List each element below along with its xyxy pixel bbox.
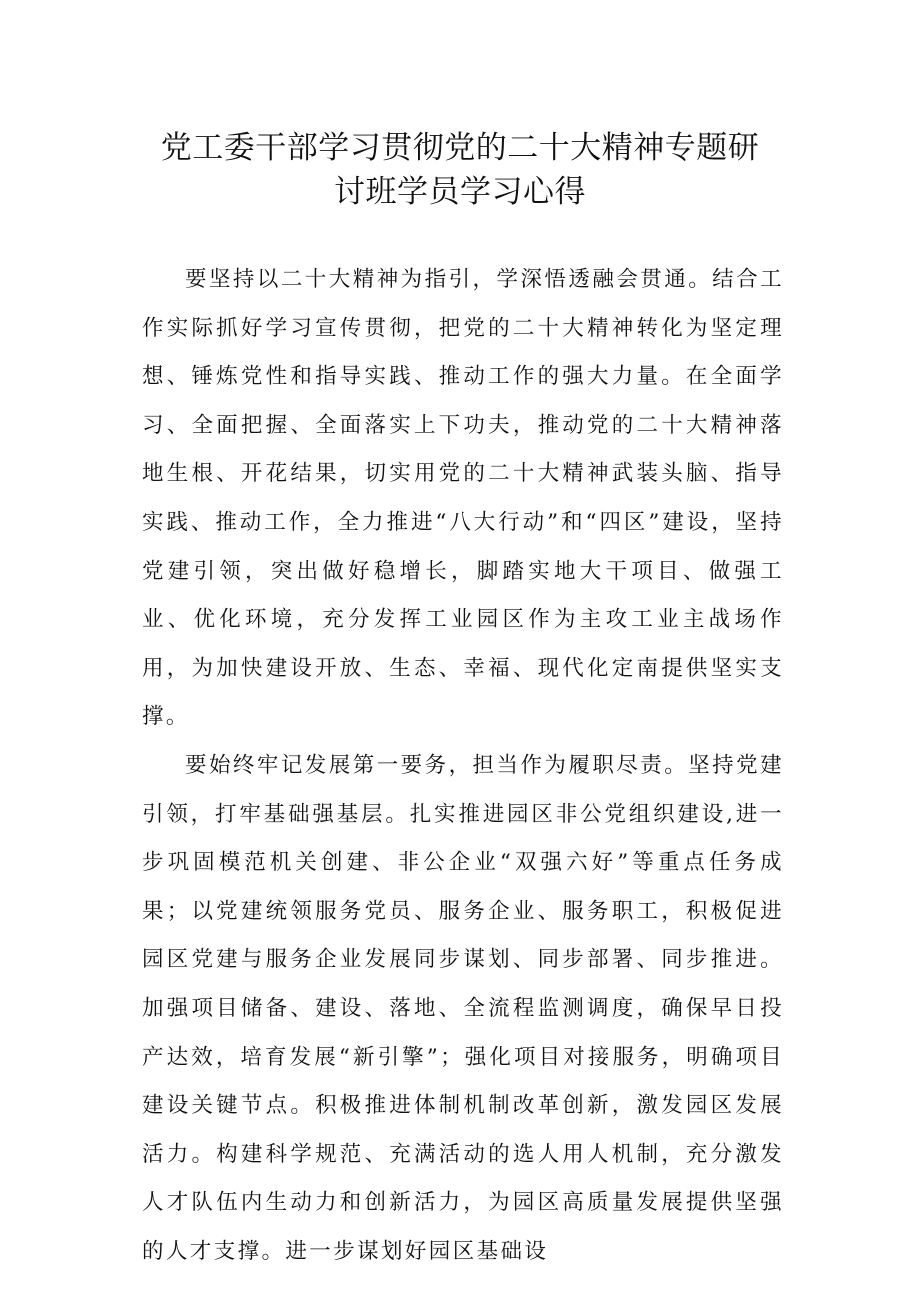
paragraph-1: 要坚持以二十大精神为指引，学深悟透融会贯通。结合工作实际抓好学习宣传贯彻，把党的二十大精神转化为坚定理想、锤炼党性和指导实践、推动工作的强大力量。在全面学习、全面把握、全面落实上下功夫，推动党的二十大精神落地生根、开花结果，切实用党的二十大精神武装头脑、指导实践、推动工作，全力推进“八大行动”和“四区”建设，坚持党建引领，突出做好稳增长，脚踏实地大干项目、做强工业、优化环境，充分发挥工业园区作为主攻工业主战场作用，为加快建设开放、生态、幸福、现代化定南提供坚实支撑。 bbox=[142, 267, 784, 730]
paragraph-2: 要始终牢记发展第一要务，担当作为履职尽责。坚持党建引领，打牢基础强基层。扎实推进园区非公党组织建设,进一步巩固模范机关创建、非公企业“双强六好”等重点任务成果；以党建统领服务党员、服务企业、服务职工，积极促进园区党建与服务企业发展同步谋划、同步部署、同步推进。加强项目储备、建设、落地、全流程监测调度，确保早日投产达效，培育发展“新引擎”；强化项目对接服务，明确项目建设关键节点。积极推进体制机制改革创新，激发园区发展活力。构建科学规范、充满活动的选人用人机制，充分激发人才队伍内生动力和创新活力，为园区高质量发展提供坚强的人才支撑。进一步谋划好园区基础设 bbox=[142, 752, 784, 1264]
title-line-2: 讨班学员学习心得 bbox=[334, 174, 586, 210]
document-body bbox=[142, 256, 784, 1276]
document-title bbox=[120, 126, 800, 214]
title-line-1: 党工委干部学习贯彻党的二十大精神专题研 bbox=[160, 130, 760, 166]
